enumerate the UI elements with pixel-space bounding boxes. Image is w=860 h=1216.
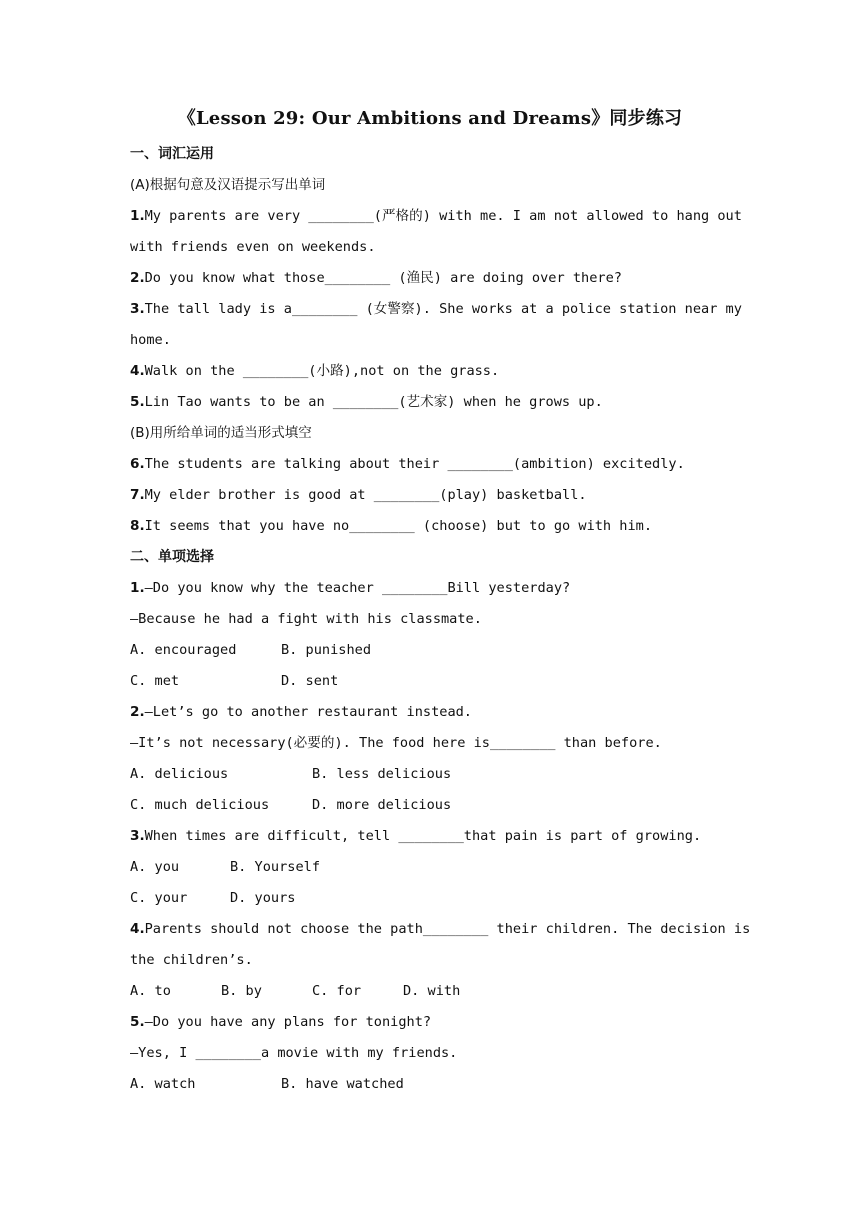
question-text: When times are difficult, tell ________that pain is part of growing. [144, 828, 702, 844]
option-b: B. less delicious [312, 766, 452, 782]
option-a: A. encouraged [130, 642, 237, 658]
question-number: 2. [130, 270, 145, 286]
vocab-question-5 [130, 392, 740, 423]
question-text: Parents should not choose the path________ their children. The decision is [144, 921, 751, 937]
option-c: C. much delicious [130, 797, 270, 813]
option-a: A. delicious [130, 766, 229, 782]
question-text: Lin Tao wants to be an ________(艺术家) when he grows up. [144, 394, 603, 410]
question-text: —Do you know why the teacher ________Bill yesterday? [144, 580, 571, 596]
option-row [130, 857, 740, 888]
vocab-question-7 [130, 485, 740, 516]
question-number: 3. [130, 828, 145, 844]
question-text: Walk on the ________(小路),not on the grass. [144, 363, 500, 379]
question-text: Do you know what those________ (渔民) are doing over there? [144, 270, 622, 286]
option-c: C. met [130, 673, 180, 689]
option-row [130, 1074, 740, 1105]
option-b: B. punished [281, 642, 372, 658]
option-row [130, 640, 740, 671]
option-c: C. your [130, 890, 188, 906]
question-text: —Do you have any plans for tonight? [144, 1014, 432, 1030]
option-d: D. with [403, 983, 461, 999]
option-row [130, 888, 740, 919]
question-number: 1. [130, 580, 145, 596]
choice-question-2-cont: —It’s not necessary(必要的). The food here is________ than before. [130, 735, 662, 751]
vocab-question-3-cont: home. [130, 332, 171, 348]
question-text: The students are talking about their ________(ambition) excitedly. [144, 456, 685, 472]
exercise-body [130, 144, 751, 1105]
option-d: D. yours [230, 890, 296, 906]
question-text: My parents are very ________(严格的) with me. I am not allowed to hang out [144, 208, 742, 224]
option-row [130, 795, 740, 826]
vocab-question-2 [130, 268, 740, 299]
choice-question-2 [130, 702, 740, 733]
question-text: —Let’s go to another restaurant instead. [144, 704, 472, 720]
question-text: The tall lady is a________ (女警察). She works at a police station near my [144, 301, 742, 317]
question-number: 1. [130, 208, 145, 224]
vocab-question-1 [130, 206, 740, 237]
vocab-question-8 [130, 516, 740, 547]
vocab-question-3 [130, 299, 740, 330]
choice-question-3 [130, 826, 740, 857]
vocab-question-4 [130, 361, 740, 392]
page-title: 《Lesson 29: Our Ambitions and Dreams》同步练习 [177, 108, 683, 129]
question-text: My elder brother is good at ________(play) basketball. [144, 487, 587, 503]
section-heading-choice: 二、单项选择 [130, 549, 214, 565]
option-row [130, 764, 740, 795]
choice-question-5 [130, 1012, 740, 1043]
option-b: B. have watched [281, 1076, 404, 1092]
option-a: A. you [130, 859, 180, 875]
option-a: A. watch [130, 1076, 196, 1092]
question-number: 8. [130, 518, 145, 534]
choice-question-4 [130, 919, 751, 950]
question-number: 2. [130, 704, 145, 720]
question-text: It seems that you have no________ (choose) but to go with him. [144, 518, 653, 534]
question-number: 3. [130, 301, 145, 317]
choice-question-4-cont: the children’s. [130, 952, 253, 968]
option-d: D. sent [281, 673, 339, 689]
question-number: 6. [130, 456, 145, 472]
choice-question-1 [130, 578, 740, 609]
option-a: A. to [130, 983, 171, 999]
vocab-question-1-cont: with friends even on weekends. [130, 239, 376, 255]
option-c: C. for [312, 983, 362, 999]
option-b: B. by [221, 983, 262, 999]
question-number: 5. [130, 394, 145, 410]
option-b: B. Yourself [230, 859, 321, 875]
option-row [130, 981, 740, 1012]
choice-question-1-cont: —Because he had a fight with his classmate. [130, 611, 482, 627]
vocab-question-6 [130, 454, 740, 485]
question-number: 4. [130, 363, 145, 379]
question-number: 5. [130, 1014, 145, 1030]
part-a-instruction: (A)根据句意及汉语提示写出单词 [130, 177, 326, 193]
option-row [130, 671, 740, 702]
section-heading-vocab: 一、词汇运用 [130, 146, 214, 162]
part-b-instruction: (B)用所给单词的适当形式填空 [130, 425, 312, 441]
question-number: 4. [130, 921, 145, 937]
option-d: D. more delicious [312, 797, 452, 813]
choice-question-5-cont: —Yes, I ________a movie with my friends. [130, 1045, 458, 1061]
question-number: 7. [130, 487, 145, 503]
